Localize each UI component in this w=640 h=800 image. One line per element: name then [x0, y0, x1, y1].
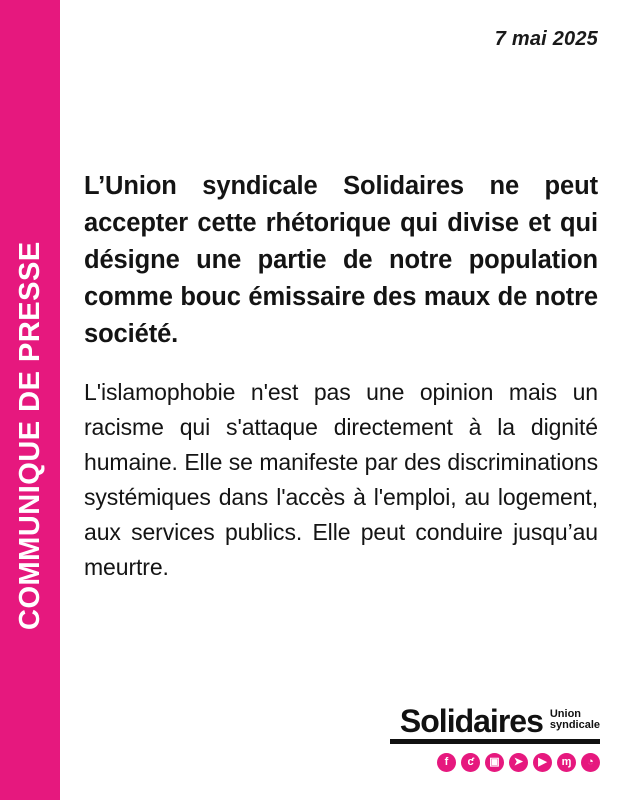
solidaires-logo	[390, 702, 600, 739]
instagram-icon[interactable]: ▣	[485, 753, 504, 772]
twitter-icon[interactable]: ƈ	[461, 753, 480, 772]
side-band-label: COMMUNIQUE DE PRESSE	[13, 241, 46, 630]
facebook-icon[interactable]: f	[437, 753, 456, 772]
youtube-icon[interactable]: ▶	[533, 753, 552, 772]
press-release-content	[84, 168, 598, 585]
side-band	[0, 0, 60, 800]
telegram-icon[interactable]: ➤	[509, 753, 528, 772]
rss-icon[interactable]: ◔	[581, 753, 600, 772]
lede-paragraph: L’Union syndicale Solidaires ne peut accepter cette rhétorique qui divise et qui désigne une partie de notre population comme bouc émissaire des maux de notre société.	[84, 172, 598, 348]
logo-wordmark: Solidaires	[399, 702, 543, 739]
body-paragraph: L'islamophobie n'est pas une opinion mais un racisme qui s'attaque directement à la dignité humaine. Elle se manifeste par des discriminations systémiques dans l'accès à l'emploi, au logement, aux services publics. Elle peut conduire jusqu’au meurtre.	[84, 378, 598, 580]
mastodon-icon[interactable]: ɱ	[557, 753, 576, 772]
publication-date: 7 mai 2025	[494, 28, 598, 50]
logo-subtitle-line1: Union	[549, 707, 582, 720]
social-icons	[390, 753, 600, 772]
logo-subtitle	[550, 709, 600, 736]
logo-subtitle-line2: syndicale	[549, 719, 600, 732]
footer-logo-block	[390, 702, 600, 772]
logo-underline	[390, 739, 600, 744]
